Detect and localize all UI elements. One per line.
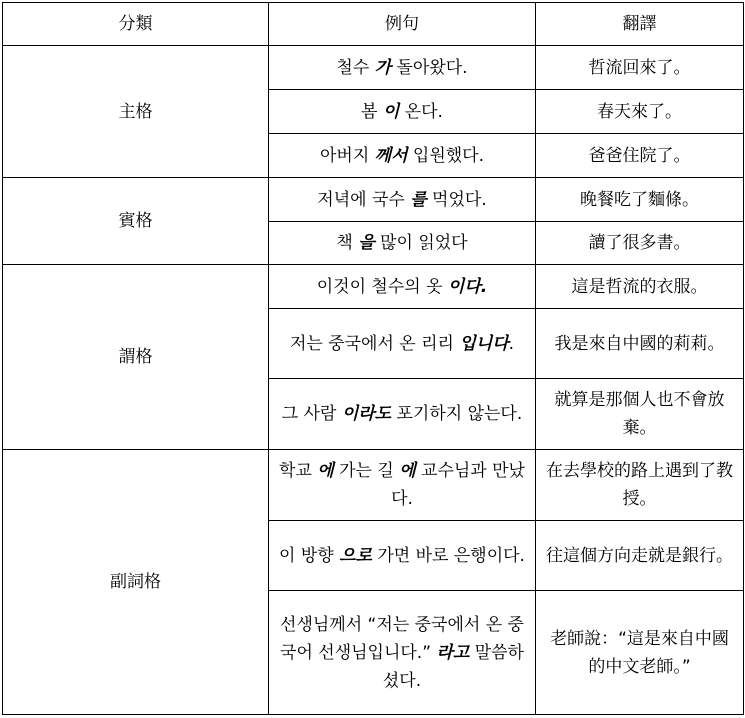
example-cell [269,178,536,222]
translation-cell: 晚餐吃了麵條。 [536,178,744,222]
example-cell [269,521,536,591]
example-text: 저녁에 국수 [317,189,411,210]
category-cell: 主格 [3,46,269,178]
example-text: 학교 [279,461,318,481]
particle-highlight: 입니다 [459,333,509,354]
category-cell: 賓格 [3,178,269,265]
example-cell [269,450,536,521]
table-row [3,178,744,222]
example-cell [269,46,536,90]
example-text: 저는 중국에서 온 리리 [289,333,460,354]
translation-cell: 老師說：“這是來自中國的中文老師。” [536,591,744,715]
example-cell [269,222,536,265]
table-row [3,46,744,90]
translation-cell: 春天來了。 [536,90,744,134]
translation-cell: 哲流回來了。 [536,46,744,90]
example-text: 포기하지 않는다. [391,404,523,424]
particle-highlight: 으로 [339,545,372,566]
example-text: 교수님과 만났다. [391,461,525,509]
example-text: 돌아왔다. [391,57,468,78]
example-text: . [508,333,515,354]
particle-highlight: 께서 [374,145,408,166]
header-example: 例句 [269,3,536,46]
table-row [3,450,744,521]
header-translation: 翻譯 [536,3,744,46]
example-text: 봄 [361,101,383,122]
particle-highlight: 을 [358,233,375,253]
particle-highlight: 이라도 [341,404,392,424]
example-cell [269,309,536,379]
category-cell: 謂格 [3,265,269,450]
example-text: 그 사람 [281,404,342,424]
example-text: 이 방향 [279,545,340,566]
example-cell [269,379,536,450]
header-category: 分類 [3,3,269,46]
example-cell [269,265,536,309]
example-text: 가는 길 [333,461,400,481]
example-text: 많이 읽었다 [374,233,468,253]
particle-highlight: 이 [382,101,400,122]
particle-highlight: 에 [399,461,416,481]
example-text: 입원했다. [407,145,485,166]
particle-highlight: 라고 [436,642,470,663]
example-text: 책 [336,233,359,253]
particle-highlight: 를 [410,189,427,210]
translation-cell: 就算是那個人也不會放棄。 [536,379,744,450]
translation-cell: 讀了很多書。 [536,222,744,265]
particle-highlight: 이다. [447,276,488,297]
particle-highlight: 에 [317,461,334,481]
example-cell [269,134,536,178]
translation-cell: 這是哲流的衣服。 [536,265,744,309]
translation-cell: 爸爸住院了。 [536,134,744,178]
example-cell [269,591,536,715]
example-text: 아버지 [319,145,375,166]
table-row [3,265,744,309]
translation-cell: 往這個方向走就是銀行。 [536,521,744,591]
translation-cell: 我是來自中國的莉莉。 [536,309,744,379]
example-text: 선생님께서 “저는 중국에서 온 중국어 선생님입니다.” [280,614,524,663]
example-cell [269,90,536,134]
grammar-case-table [2,2,744,715]
category-cell: 副詞格 [3,450,269,715]
example-text: 가면 바로 은행이다. [371,545,525,566]
particle-highlight: 가 [374,57,392,78]
example-text: 말씀하셨다. [382,642,524,691]
example-text: 철수 [336,57,375,78]
example-text: 이것이 철수의 옷 [316,276,448,297]
translation-cell: 在去學校的路上遇到了教授。 [536,450,744,521]
example-text: 먹었다. [426,189,487,210]
example-text: 온다. [399,101,443,122]
